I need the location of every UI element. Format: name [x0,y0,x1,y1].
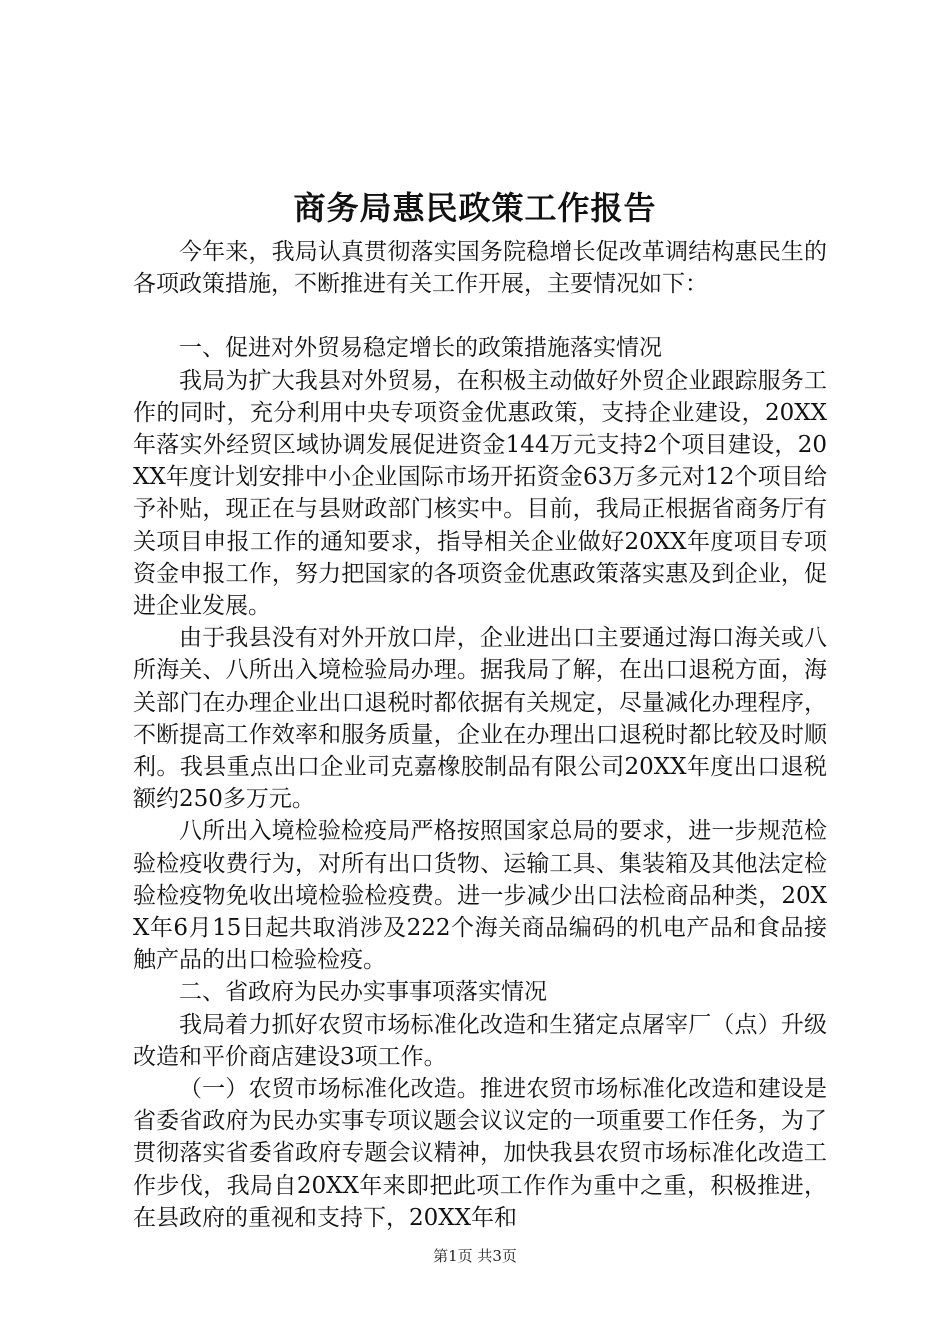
body-paragraph: 八所出入境检验检疫局严格按照国家总局的要求，进一步规范检验检疫收费行为，对所有出口货物、运输工具、集装箱及其他法定检验检疫物免收出境检验检疫费。进一步减少出口法检商品种类，20XX年6月15日起共取消涉及222个海关商品编码的机电产品和食品接触产品的出口检验检疫。 [133,818,827,974]
section-heading-1: 一、促进对外贸易稳定增长的政策措施落实情况 [179,335,662,362]
body-paragraph: （一）农贸市场标准化改造。推进农贸市场标准化改造和建设是省委省政府为民办实事专项议题会议议定的一项重要工作任务，为了贯彻落实省委省政府专题会议精神，加快我县农贸市场标准化改造工作步伐，我局自20XX年来即把此项工作作为重中之重，积极推进，在县政府的重视和支持下，20XX年和 [133,1076,827,1231]
section-heading-2: 二、省政府为民办实事事项落实情况 [179,979,547,1006]
document-title: 商务局惠民政策工作报告 [293,189,657,227]
body-paragraph: 我局为扩大我县对外贸易，在积极主动做好外贸企业跟踪服务工作的同时，充分利用中央专项资金优惠政策，支持企业建设，20XX年落实外经贸区域协调发展促进资金144万元支持2个项目建设，20XX年度计划安排中小企业国际市场开拓资金63万多元对12个项目给予补贴，现正在与县财政部门核实中。目前，我局正根据省商务厅有关项目申报工作的通知要求，指导相关企业做好20XX年度项目专项资金申报工作，努力把国家的各项资金优惠政策落实惠及到企业，促进企业发展。 [133,367,827,620]
intro-paragraph: 今年来，我局认真贯彻落实国务院稳增长促改革调结构惠民生的各项政策措施，不断推进有关工作开展，主要情况如下： [133,239,827,298]
page-footer: 第1页 共3页 [433,1247,517,1265]
document-body [133,236,827,1234]
body-paragraph: 由于我县没有对外开放口岸，企业进出口主要通过海口海关或八所海关、八所出入境检验局办理。据我局了解，在出口退税方面，海关部门在办理企业出口退税时都依据有关规定，尽量减化办理程序，不断提高工作效率和服务质量，企业在办理出口退税时都比较及时顺利。我县重点出口企业司克嘉橡胶制品有限公司20XX年度出口退税额约250多万元。 [133,625,827,813]
body-paragraph: 我局着力抓好农贸市场标准化改造和生猪定点屠宰厂（点）升级改造和平价商店建设3项工作。 [133,1011,827,1070]
